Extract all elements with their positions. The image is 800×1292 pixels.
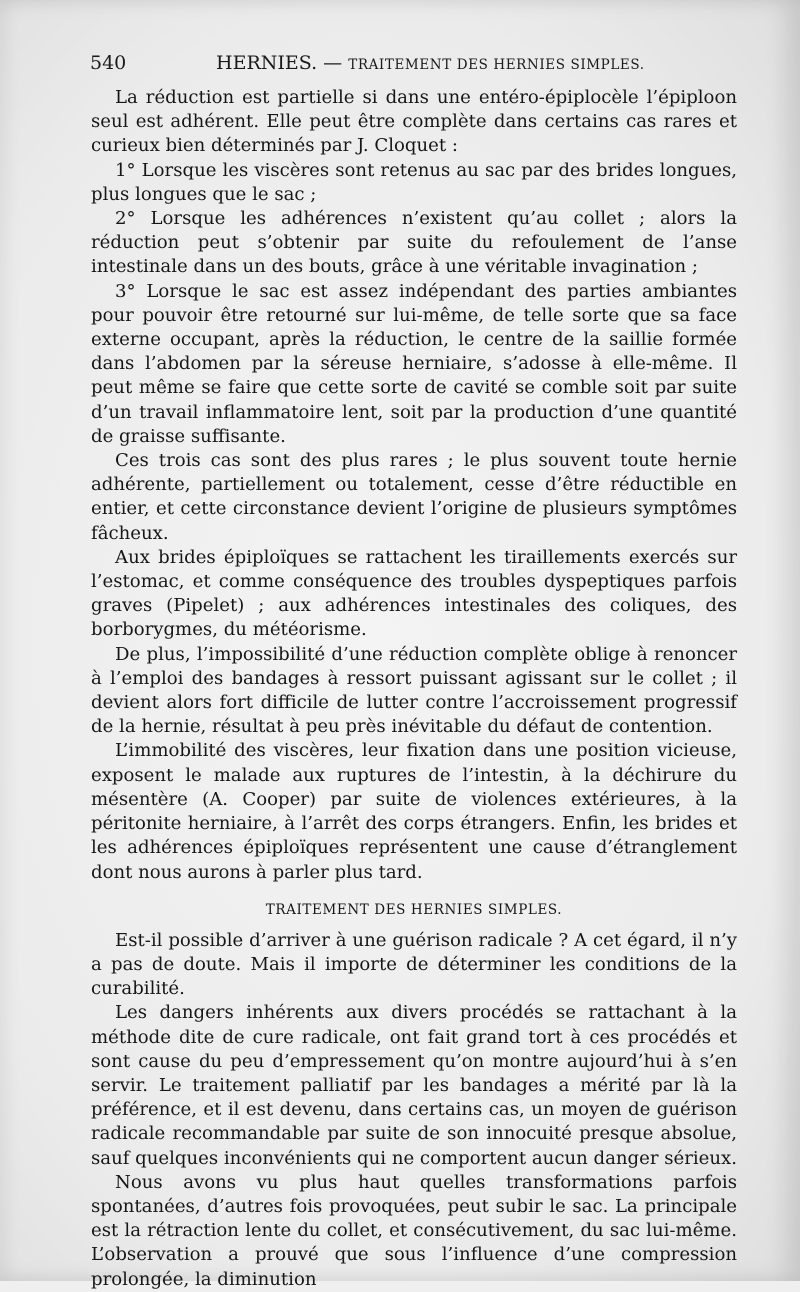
body-text [91,86,737,1292]
paragraph: L’immobilité des viscères, leur fixation dans une position vicieuse, exposent le malade aux ruptures de l’intestin, à la déchirure du mésentère (A. Cooper) par suite de violences extérieures, à la péritonite herniaire, à l’arrêt des corps étrangers. Enfin, les brides et les adhérences épiploïques représentent une cause d’étranglement dont nous aurons à parler plus tard. [91,740,737,883]
paragraph: Ces trois cas sont des plus rares ; le plus souvent toute hernie adhérente, partiellement ou totalement, cesse d’être réductible en entier, et cette circonstance devient l’origine de plusieurs symptômes fâcheux. [91,450,737,544]
paragraph: 1° Lorsque les viscères sont retenus au sac par des brides longues, plus longues que le sac ; [91,159,737,205]
page-number: 540 [90,52,127,74]
paragraph: Nous avons vu plus haut quelles transformations parfois spontanées, d’autres fois provoquées, peut subir le sac. La principale est la rétraction lente du collet, et consécutivement, du sac lui-même. L’observation a prouvé que sous l’influence d’une compression prolongée, la diminution [91,1171,737,1290]
running-title-main: HERNIES. [216,52,318,74]
running-title-section: TRAITEMENT DES HERNIES SIMPLES. [348,57,645,73]
section-heading: TRAITEMENT DES HERNIES SIMPLES. [265,901,563,918]
running-header [90,52,740,82]
paragraph: 2° Lorsque les adhérences n’existent qu’au collet ; alors la réduction peut s’obtenir par suite du refoulement de l’anse intestinale dans un des bouts, grâce à une véritable invagination ; [91,208,737,278]
paragraph: La réduction est partielle si dans une entéro-épiplocèle l’épiploon seul est adhérent. Elle peut être complète dans certains cas rares et curieux bien déterminés par J. Cloquet : [91,87,737,157]
paragraph: 3° Lorsque le sac est assez indépendant des parties ambiantes pour pouvoir être retourné sur lui-même, de telle sorte que sa face externe occupant, après la réduction, le centre de la saillie formée dans l’abdomen par la séreuse herniaire, s’adosse à elle-même. Il peut même se faire que cette sorte de cavité se comble soit par suite d’un travail inflammatoire lent, soit par la production d’une quantité de graisse suffisante. [91,280,737,447]
paragraph: De plus, l’impossibilité d’une réduction complète oblige à renoncer à l’emploi des bandages à ressort puissant agissant sur le collet ; il devient alors fort difficile de lutter contre l’accroissement progressif de la hernie, résultat à peu près inévitable du défaut de contention. [91,643,737,738]
paragraph: Les dangers inhérents aux divers procédés se rattachant à la méthode dite de cure radicale, ont fait grand tort à ces procédés et sont cause du peu d’empressement qu’on montre aujourd’hui à s’en servir. Le traitement palliatif par les bandages a mérité par là la préférence, et il est devenu, dans certains cas, un moyen de guérison radicale recommandable par suite de son innocuité presque absolue, sauf quelques inconvénients qui ne comportent aucun danger sérieux. [91,1002,737,1169]
running-title-dash: — [323,52,343,74]
running-title [216,52,645,74]
paragraph: Aux brides épiploïques se rattachent les tiraillements exercés sur l’estomac, et comme conséquence des troubles dyspeptiques parfois graves (Pipelet) ; aux adhérences intestinales des coliques, des borborygmes, du météorisme. [91,546,737,641]
paragraph: Est-il possible d’arriver à une guérison radicale ? A cet égard, il n’y a pas de doute. Mais il importe de déterminer les conditions de la curabilité. [91,929,737,1000]
